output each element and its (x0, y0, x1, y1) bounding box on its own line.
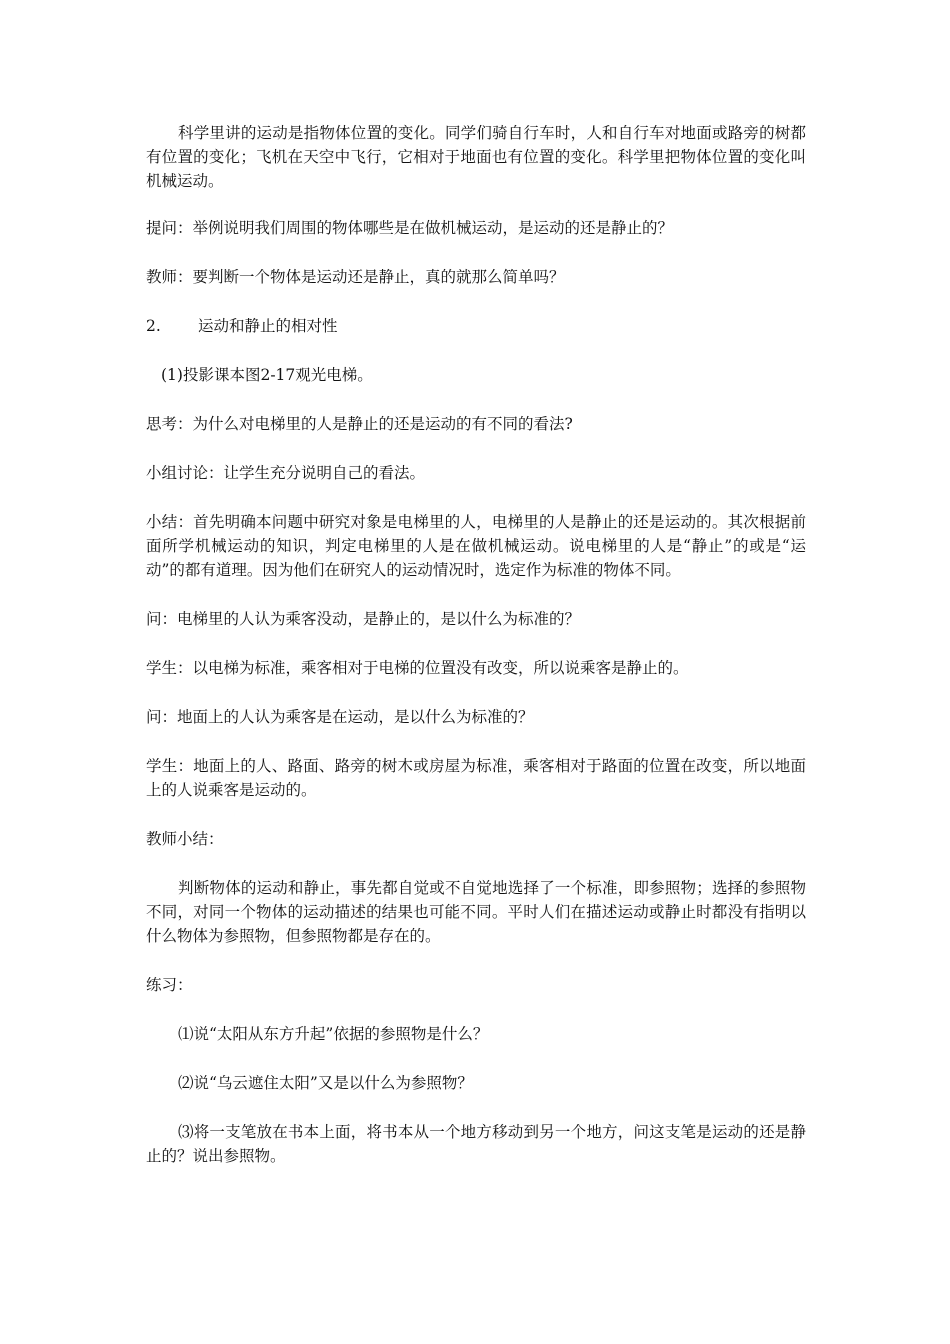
exercise-item-1: ⑴说“太阳从东方升起”依据的参照物是什么？ (178, 1025, 489, 1043)
section-title: 运动和静止的相对性 (198, 317, 338, 335)
paragraph-group-discussion: 小组讨论：让学生充分说明自己的看法。 (146, 464, 426, 482)
exercise-item-2: ⑵说“乌云遮住太阳”又是以什么为参照物？ (178, 1074, 473, 1092)
section-number: 2. (146, 317, 161, 335)
paragraph-question-1: 提问：举例说明我们周围的物体哪些是在做机械运动，是运动的还是静止的？ (146, 219, 674, 237)
paragraph-summary: 小结：首先明确本问题中研究对象是电梯里的人，电梯里的人是静止的还是运动的。其次根据前面所学机械运动的知识，判定电梯里的人是在做机械运动。说电梯里的人是“静止”的或是“运动”的都有道理。因为他们在研究人的运动情况时，选定作为标准的物体不同。 (146, 513, 806, 579)
paragraph-student-2: 学生：地面上的人、路面、路旁的树木或房屋为标准，乘客相对于路面的位置在改变，所以地面上的人说乘客是运动的。 (146, 757, 806, 799)
paragraph-exercise-label: 练习： (146, 976, 193, 994)
document-body (146, 121, 806, 1168)
paragraph-question-3: 问：地面上的人认为乘客是在运动，是以什么为标准的？ (146, 708, 534, 726)
paragraph-think: 思考：为什么对电梯里的人是静止的还是运动的有不同的看法? (146, 415, 573, 433)
section-heading (146, 314, 806, 338)
paragraph-teacher-1: 教师：要判断一个物体是运动还是静止，真的就那么简单吗？ (146, 268, 565, 286)
paragraph-student-1: 学生：以电梯为标准，乘客相对于电梯的位置没有改变，所以说乘客是静止的。 (146, 659, 689, 677)
paragraph-teacher-summary-label: 教师小结： (146, 830, 224, 848)
exercise-item-3: ⑶将一支笔放在书本上面，将书本从一个地方移动到另一个地方，问这支笔是运动的还是静止的？说出参照物。 (146, 1123, 806, 1165)
paragraph-projection: (1)投影课本图2-17观光电梯。 (161, 366, 373, 384)
paragraph-teacher-summary: 判断物体的运动和静止，事先都自觉或不自觉地选择了一个标准，即参照物；选择的参照物不同，对同一个物体的运动描述的结果也可能不同。平时人们在描述运动或静止时都没有指明以什么物体为参照物，但参照物都是存在的。 (146, 879, 806, 945)
paragraph-mechanical-motion: 科学里讲的运动是指物体位置的变化。同学们骑自行车时，人和自行车对地面或路旁的树都有位置的变化；飞机在天空中飞行，它相对于地面也有位置的变化。科学里把物体位置的变化叫机械运动。 (146, 124, 806, 190)
paragraph-question-2: 问：电梯里的人认为乘客没动，是静止的，是以什么为标准的？ (146, 610, 581, 628)
